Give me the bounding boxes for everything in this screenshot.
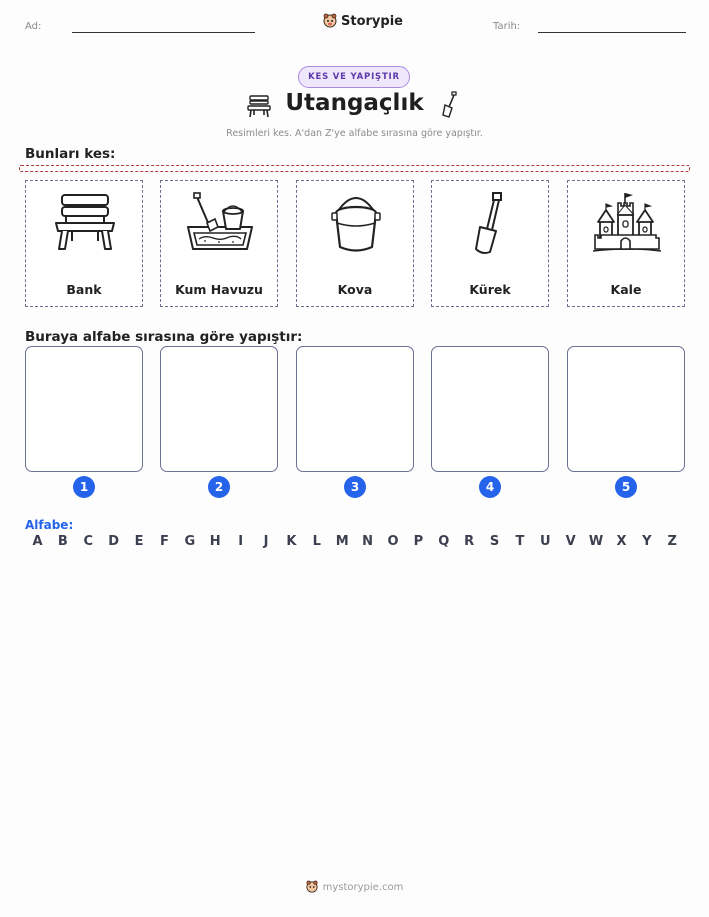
shovel-decoration-icon (439, 90, 459, 120)
alphabet-letter: B (57, 534, 68, 549)
alphabet-letter: E (134, 534, 144, 549)
brand-logo (323, 13, 403, 29)
alphabet-letter: L (312, 534, 321, 549)
footer-url[interactable]: mystorypie.com (322, 881, 404, 893)
alphabet-letter: P (413, 534, 424, 549)
castle-icon (592, 189, 662, 259)
page-title: Utangaçlık (285, 90, 424, 116)
alphabet-label: Alfabe: (25, 518, 74, 532)
cut-card-kum-havuzu[interactable] (160, 180, 278, 307)
activity-badge: KES VE YAPIŞTIR (298, 66, 410, 88)
footer (0, 880, 709, 894)
sandbox-icon (185, 189, 255, 259)
storypie-mascot-icon (323, 13, 337, 29)
paste-box-2[interactable] (160, 346, 278, 472)
alphabet-letter: V (565, 534, 576, 549)
alphabet-letter: U (540, 534, 551, 549)
alphabet-letter: M (335, 534, 349, 549)
alphabet-row (25, 534, 685, 549)
slot-number-1: 1 (73, 476, 95, 498)
date-label: Tarih: (493, 21, 521, 32)
slot-number-3: 3 (344, 476, 366, 498)
card-label-kum-havuzu: Kum Havuzu (175, 282, 263, 297)
paste-section-heading: Buraya alfabe sırasına göre yapıştır: (25, 329, 303, 345)
paste-box-4[interactable] (431, 346, 549, 472)
alphabet-letter: Z (667, 534, 677, 549)
cut-section-heading: Bunları kes: (25, 146, 116, 162)
alphabet-letter: C (83, 534, 94, 549)
alphabet-letter: F (160, 534, 169, 549)
alphabet-letter: G (184, 534, 196, 549)
alphabet-letter: Y (642, 534, 652, 549)
name-label: Ad: (25, 21, 42, 32)
alphabet-letter: D (108, 534, 120, 549)
slot-number-5: 5 (615, 476, 637, 498)
cut-card-bank[interactable] (25, 180, 143, 307)
name-line[interactable] (72, 32, 255, 33)
slot-number-2: 2 (208, 476, 230, 498)
alphabet-letter: J (263, 534, 269, 549)
alphabet-letter: K (286, 534, 297, 549)
bench-icon (50, 189, 120, 259)
alphabet-letter: Q (438, 534, 450, 549)
alphabet-letter: O (387, 534, 399, 549)
cut-card-kova[interactable] (296, 180, 414, 307)
alphabet-letter: R (464, 534, 475, 549)
slot-number-4: 4 (479, 476, 501, 498)
paste-box-1[interactable] (25, 346, 143, 472)
shovel-icon (456, 189, 526, 259)
instructions: Resimleri kes. A'dan Z'ye alfabe sırasına göre yapıştır. (226, 128, 483, 139)
alphabet-letter: I (238, 534, 244, 549)
alphabet-letter: H (209, 534, 221, 549)
card-label-kale: Kale (610, 282, 642, 297)
cut-card-kale[interactable] (567, 180, 685, 307)
cut-card-kurek[interactable] (431, 180, 549, 307)
card-label-kurek: Kürek (469, 282, 511, 297)
alphabet-letter: X (616, 534, 627, 549)
date-line[interactable] (538, 32, 686, 33)
bucket-icon (321, 189, 391, 259)
alphabet-letter: A (32, 534, 43, 549)
card-label-kova: Kova (337, 282, 373, 297)
storypie-mascot-icon (306, 880, 318, 894)
paste-box-3[interactable] (296, 346, 414, 472)
brand-name: Storypie (341, 13, 403, 29)
alphabet-letter: N (362, 534, 374, 549)
card-label-bank: Bank (66, 282, 102, 297)
paste-box-5[interactable] (567, 346, 685, 472)
cut-line (19, 165, 690, 172)
alphabet-letter: T (515, 534, 525, 549)
alphabet-letter: W (588, 534, 604, 549)
alphabet-letter: S (489, 534, 500, 549)
